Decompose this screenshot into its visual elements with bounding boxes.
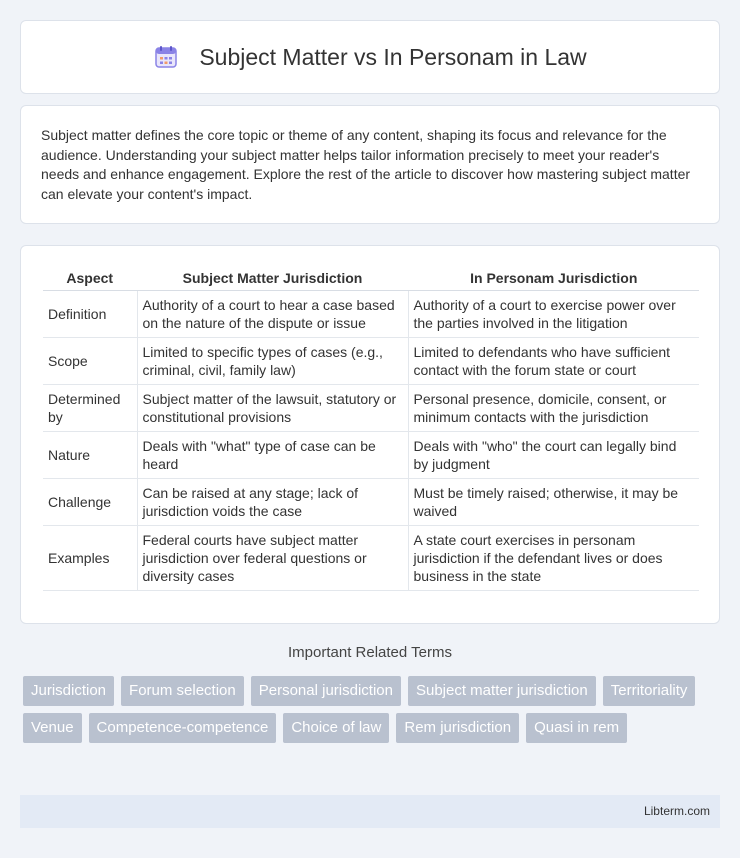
table-cell-in-personam: A state court exercises in personam jurisdiction if the defendant lives or does business in the state [408,525,699,590]
table-cell-aspect: Challenge [43,478,137,525]
table-header-subject-matter: Subject Matter Jurisdiction [137,266,408,290]
related-terms-title: Important Related Terms [288,644,452,661]
table-cell-subject-matter: Federal courts have subject matter jurisdiction over federal questions or diversity cases [137,525,408,590]
table-cell-in-personam: Personal presence, domicile, consent, or minimum contacts with the jurisdiction [408,384,699,431]
tag-personal-jurisdiction[interactable]: Personal jurisdiction [251,676,401,706]
table-row [43,478,699,525]
header-card [20,20,720,94]
table-row [43,384,699,431]
tag-venue[interactable]: Venue [23,713,82,743]
table-cell-subject-matter: Authority of a court to hear a case based on the nature of the dispute or issue [137,290,408,337]
tag-quasi-in-rem[interactable]: Quasi in rem [526,713,627,743]
tag-choice-of-law[interactable]: Choice of law [283,713,389,743]
calendar-icon [153,44,179,70]
table-cell-aspect: Definition [43,290,137,337]
table-header-aspect: Aspect [43,266,137,290]
table-row [43,431,699,478]
table-cell-aspect: Determined by [43,384,137,431]
intro-text: Subject matter defines the core topic or theme of any content, shaping its focus and relevance for the audience. Understanding your subject matter helps tailor information precisely to meet your reader's needs and enhance engagement. Explore the rest of the article to discover how mastering subject matter can elevate your content's impact. [41,127,691,202]
related-terms-tags [23,676,723,750]
tag-competence-competence[interactable]: Competence-competence [89,713,277,743]
comparison-table-card [20,245,720,624]
table-cell-in-personam: Deals with "who" the court can legally bind by judgment [408,431,699,478]
table-cell-aspect: Examples [43,525,137,590]
tag-rem-jurisdiction[interactable]: Rem jurisdiction [396,713,519,743]
tag-territoriality[interactable]: Territoriality [603,676,696,706]
table-cell-subject-matter: Subject matter of the lawsuit, statutory or constitutional provisions [137,384,408,431]
table-cell-aspect: Nature [43,431,137,478]
table-cell-subject-matter: Limited to specific types of cases (e.g., criminal, civil, family law) [137,337,408,384]
table-row [43,525,699,590]
tag-subject-matter-jurisdiction[interactable]: Subject matter jurisdiction [408,676,596,706]
footer [20,795,720,828]
footer-brand[interactable]: Libterm.com [643,804,710,818]
tag-jurisdiction[interactable]: Jurisdiction [23,676,114,706]
table-cell-in-personam: Authority of a court to exercise power over the parties involved in the litigation [408,290,699,337]
table-cell-aspect: Scope [43,337,137,384]
table-cell-subject-matter: Deals with "what" type of case can be heard [137,431,408,478]
table-header-row [43,266,699,290]
table-header-in-personam: In Personam Jurisdiction [408,266,699,290]
tag-forum-selection[interactable]: Forum selection [121,676,244,706]
table-cell-subject-matter: Can be raised at any stage; lack of jurisdiction voids the case [137,478,408,525]
table-cell-in-personam: Must be timely raised; otherwise, it may be waived [408,478,699,525]
table-row [43,337,699,384]
intro-card [20,105,720,224]
table-cell-in-personam: Limited to defendants who have sufficient contact with the forum state or court [408,337,699,384]
comparison-table [43,266,699,591]
page-title: Subject Matter vs In Personam in Law [199,43,587,70]
table-row [43,290,699,337]
